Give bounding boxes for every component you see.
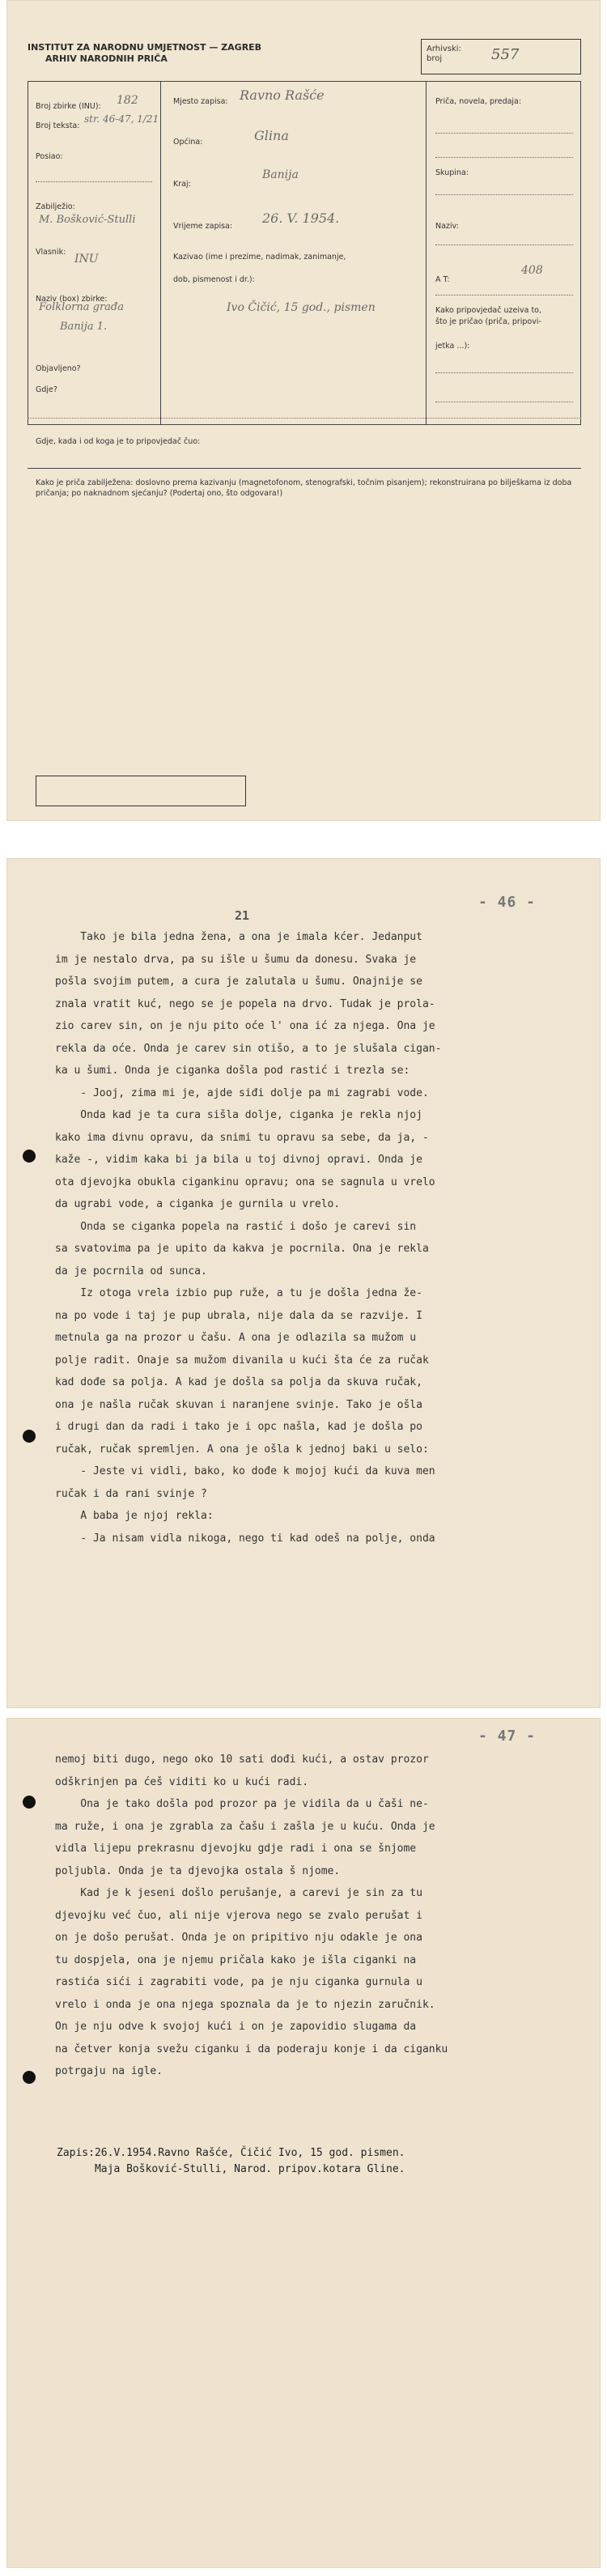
label-at: A T: <box>435 275 450 284</box>
punch-hole <box>23 1796 36 1809</box>
label-how-line3: jetka ...): <box>435 342 470 351</box>
dotted-line <box>435 157 573 158</box>
text-line: Iz otoga vrela izbio pup ruže, a tu je došla jedna že- <box>55 1287 422 1299</box>
value-municipality: Glina <box>254 128 289 143</box>
value-narrator: Ivo Čičić, 15 god., pismen <box>227 301 376 314</box>
label-date: Vrijeme zapisa: <box>173 222 233 231</box>
grid-col-line-1 <box>160 81 161 424</box>
label-story-type: Priča, novela, predaja: <box>435 97 522 106</box>
text-line: djevojku već čuo, ali nije vjerova nego se zvalo perušat i <box>55 1909 422 1922</box>
label-recorded-by: Zabilježio: <box>36 202 75 211</box>
text-line: pošla svojim putem, a cura je zalutala u šumu. Onajnije se <box>55 976 422 988</box>
text-line: potrgaju na igle. <box>55 2065 163 2077</box>
value-text-number: str. 46-47, 1/21 <box>84 113 159 125</box>
text-line: kako ima divnu opravu, da snimi tu opravu sa sebe, da ja, - <box>55 1131 429 1144</box>
text-line: A baba je njoj rekla: <box>55 1510 214 1522</box>
institute-name: INSTITUT ZA NARODNU UMJETNOST — ZAGREB <box>28 42 262 53</box>
text-line: metnula ga na prozor u čašu. A ona je odlazila sa mužom u <box>55 1332 417 1344</box>
text-line: i drugi dan da radi i tako je i opc našla, kad je došla po <box>55 1421 422 1433</box>
typed-page-47 <box>6 1718 601 2568</box>
text-line: tu dospjela, ona je njemu pričala kako je išla ciganki na <box>55 1953 417 1966</box>
text-line: on je došo perušat. Onda je on pripitivo nju odakle je ona <box>55 1932 422 1944</box>
dotted-line <box>36 181 152 182</box>
text-line: nemoj biti dugo, nego oko 10 sati dođi kući, a ostav prozor <box>55 1753 429 1766</box>
text-line: - Jooj, zima mi je, ajde siđi dolje pa mi zagrabi vode. <box>55 1086 429 1099</box>
punch-hole <box>23 1150 36 1163</box>
text-line: kaže -, vidim kaka bi ja bila u toj divnoj opravi. Onda je <box>55 1154 422 1166</box>
value-at: 408 <box>521 264 543 277</box>
archive-name: ARHIV NARODNIH PRIČA <box>45 53 168 64</box>
label-how-line1: Kako pripovjedač uzeiva to, <box>435 306 542 315</box>
archive-number-box <box>421 39 581 74</box>
value-collection-number: 182 <box>117 94 138 107</box>
label-published: Objavljeno? <box>36 364 81 373</box>
label-collection-name: Naziv (box) zbirke: <box>36 295 108 304</box>
text-line: im je nestalo drva, pa su išle u šumu da donesu. Svaka je <box>55 953 417 966</box>
text-line: ota djevojka obukla cigankinu opravu; ona se sagnula u vrelo <box>55 1175 435 1188</box>
label-where-when: Gdje, kada i od koga je to pripovjedač čuo: <box>36 437 201 446</box>
value-region: Banija <box>262 168 299 181</box>
record-note <box>57 2145 405 2178</box>
punch-hole <box>23 2071 36 2084</box>
archive-number: 557 <box>491 46 520 63</box>
grid-col-line-2 <box>426 81 427 424</box>
story-text <box>55 1749 542 2083</box>
text-line: kad dođe sa polja. A kad je došla sa polja da skuva ručak, <box>55 1376 422 1388</box>
label-municipality: Općina: <box>173 138 203 147</box>
text-line: ručak i da rani svinje ? <box>55 1487 207 1500</box>
text-line: rastića sići i zagrabiti vode, pa je nju ciganka gurnula u <box>55 1976 422 1988</box>
text-line: poljubla. Onda je ta djevojka ostala š njome. <box>55 1864 341 1877</box>
label-collection-number: Broj zbirke (INU): <box>36 102 101 111</box>
text-line: Onda kad je ta cura sišla dolje, ciganka je rekla njoj <box>55 1109 422 1121</box>
text-line: sa svatovima pa je upito da kakva je pocrnila. Ona je rekla <box>55 1243 429 1255</box>
value-place: Ravno Rašće <box>240 87 325 103</box>
text-line: rekla da oće. Onda je carev sin otišo, a to je slušala cigan- <box>55 1042 442 1055</box>
label-owner: Vlasnik: <box>36 248 66 257</box>
typed-page-46 <box>6 858 601 1708</box>
text-line: Tako je bila jedna žena, a ona je imala kćer. Jedanput <box>55 931 422 943</box>
text-line: vrelo i onda je ona njega spoznala da je to njezin zaručnik. <box>55 1998 435 2011</box>
text-line: Onda se ciganka popela na rastić i došo je carevi sin <box>55 1220 417 1233</box>
text-line: - Ja nisam vidla nikoga, nego ti kad odeš na polje, onda <box>55 1532 435 1545</box>
dotted-line <box>435 133 573 134</box>
value-collection-name: Folklorna građa <box>39 301 124 313</box>
empty-box <box>36 776 246 806</box>
archive-label: Arhivski: <box>427 45 461 53</box>
story-number: 21 <box>235 908 250 923</box>
card-header <box>28 42 261 65</box>
text-line: ka u šumi. Onda je ciganka došla pod rastić i trezla se: <box>55 1065 410 1077</box>
archive-card-page <box>6 0 601 821</box>
label-narrator-2: dob, pismenost i dr.): <box>173 275 255 284</box>
story-text <box>55 926 542 1549</box>
page-number: - 47 - <box>478 1728 536 1745</box>
text-line: da ugrabi vode, a ciganka je gurnila u vrelo. <box>55 1198 341 1210</box>
value-owner: INU <box>74 253 99 266</box>
text-line: zio carev sin, on je nju pito oće l' ona ić za njega. Ona je <box>55 1020 435 1032</box>
label-place: Mjesto zapisa: <box>173 97 228 106</box>
page-number: - 46 - <box>478 894 536 911</box>
punch-hole <box>23 1430 36 1443</box>
value-recorded-by: M. Bošković-Stulli <box>39 214 136 226</box>
text-line: na četver konja svežu ciganku i da poderaju konje i da ciganku <box>55 2043 448 2055</box>
strip-line <box>28 418 581 419</box>
grid-bottom-line <box>28 424 581 425</box>
text-line: ručak, ručak spremljen. A ona je ošla k jednoj baki u selo: <box>55 1443 429 1456</box>
text-line: Kad je k jeseni došlo perušanje, a carevi je sin za tu <box>55 1887 422 1899</box>
text-line: odškrinjen pa ćeš viditi ko u kući radi. <box>55 1775 309 1788</box>
text-line: Ona je tako došla pod prozor pa je vidila da u čaši ne- <box>55 1798 429 1810</box>
label-where: Gdje? <box>36 385 57 394</box>
label-group: Skupina: <box>435 168 469 177</box>
value-date: 26. V. 1954. <box>262 210 340 226</box>
archive-label-2: broj <box>427 54 443 63</box>
text-line: na po vode i taj je pup ubrala, nije dala da se razvije. I <box>55 1309 422 1322</box>
dotted-line <box>435 244 573 245</box>
value-collection-name-2: Banija 1. <box>60 321 108 333</box>
record-line-2: Maja Bošković-Stulli, Narod. pripov.kotara Gline. <box>57 2163 405 2175</box>
text-line: - Jeste vi vidli, bako, ko dođe k mojoj kući da kuva men <box>55 1465 435 1477</box>
separator-line <box>28 468 581 469</box>
label-sent: Posiao: <box>36 152 63 161</box>
dotted-line <box>435 372 573 373</box>
text-line: ona je našla ručak skuvan i naranjene svinje. Tako je ošla <box>55 1398 422 1411</box>
text-line: znala vratit kuć, nego se je popela na drvo. Tudak je prola- <box>55 997 435 1010</box>
text-line: ma ruže, i ona je zgrabla za čašu i zašla je u kuću. Onda je <box>55 1820 435 1833</box>
label-narrator: Kazivao (ime i prezime, nadimak, zanimanje, <box>173 253 346 261</box>
text-line: vidla lijepu prekrasnu djevojku gdje radi i ona se šnjome <box>55 1843 417 1855</box>
label-region: Kraj: <box>173 180 191 189</box>
card-grid <box>28 81 581 424</box>
dotted-line <box>435 194 573 195</box>
label-text-number: Broj teksta: <box>36 121 80 130</box>
grid-right-line <box>580 81 581 424</box>
label-how-line2: što je pričao (priča, pripovi- <box>435 317 541 326</box>
label-name: Naziv: <box>435 222 459 231</box>
text-line: On je nju odve k svojoj kući i on je zapovidio slugama da <box>55 2021 417 2033</box>
grid-top-line <box>28 81 581 82</box>
text-line: da je pocrnila od sunca. <box>55 1265 207 1277</box>
text-line: polje radit. Onaje sa mužom divanila u kući šta će za ručak <box>55 1354 429 1367</box>
record-line-1: Zapis:26.V.1954.Ravno Rašće, Čičić Ivo, 15 god. pismen. <box>57 2147 405 2159</box>
recording-note: Kako je priča zabilježena: doslovno prema kazivanju (magnetofonom, stenografski, točnim pisanjem); rekonstruirana po bilješkama iz doba pričanja; po naknadnom sjećanju? (Podertaj ono, što odgovara!) <box>36 478 572 498</box>
